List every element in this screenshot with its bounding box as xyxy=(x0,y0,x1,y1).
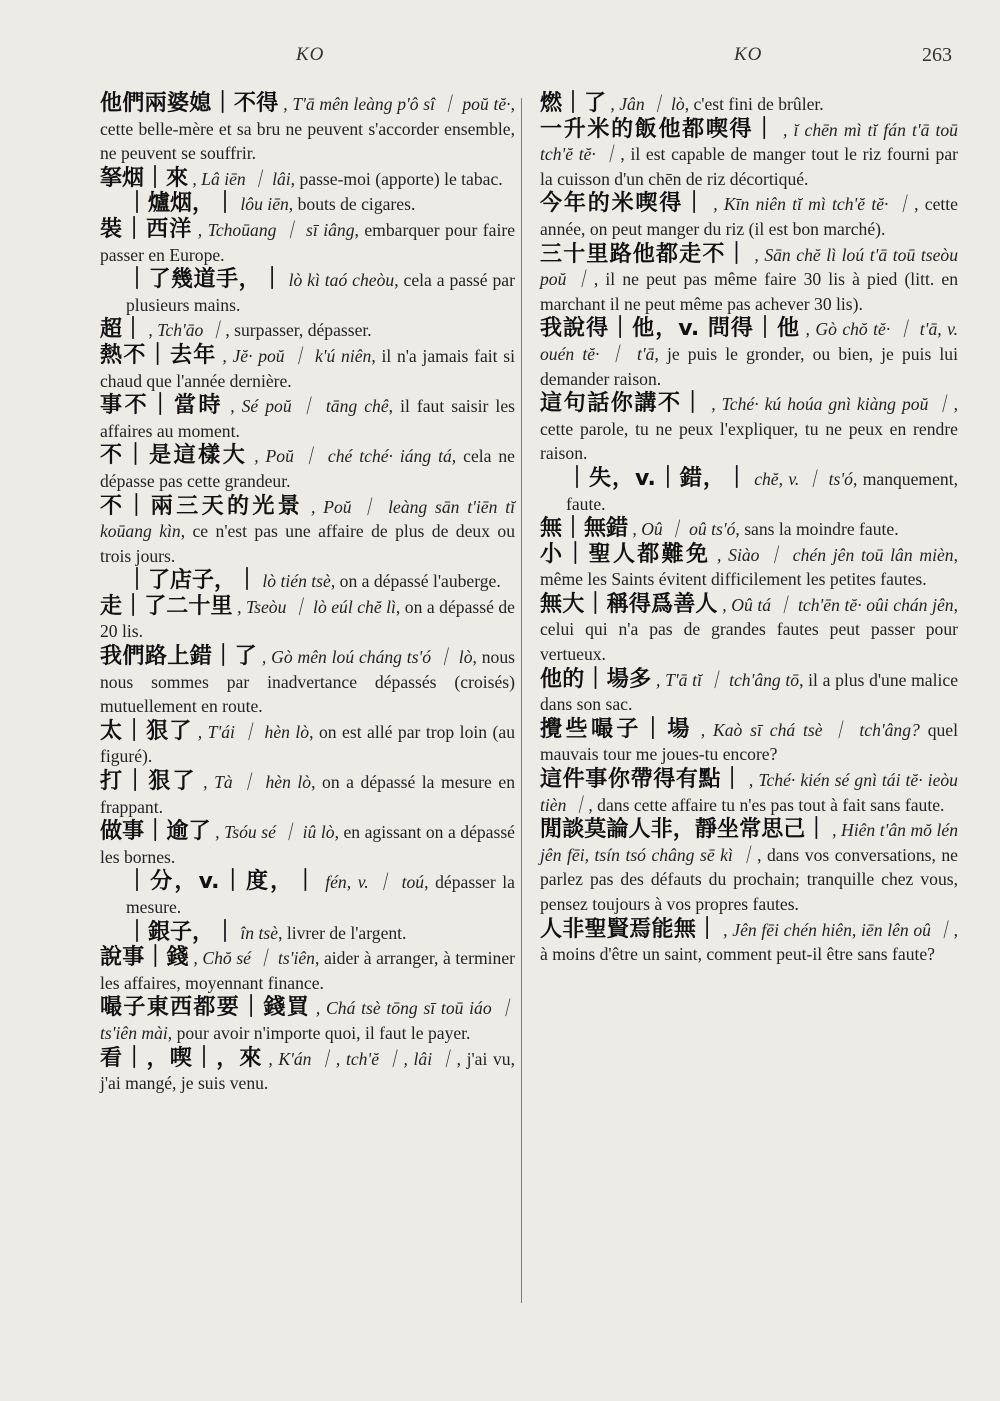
entry-definition: , nous nous sommes par inadvertance dépassés (croisés) mutuellement en route. xyxy=(100,647,515,717)
dictionary-entry xyxy=(540,243,958,317)
entry-romanization: lò tién tsè xyxy=(262,571,331,592)
dictionary-entry xyxy=(100,218,515,267)
entry-romanization: , Lâ iēn ｜ lâi xyxy=(192,168,291,189)
entry-definition: , cette année, on peut manger du riz (il est bon marché). xyxy=(540,194,958,239)
right-column xyxy=(540,92,958,968)
entry-chinese: 燃｜了 xyxy=(540,91,607,116)
entry-chinese: ｜分，v.｜度，｜ xyxy=(126,869,319,895)
entry-definition: , cela a passé par plusieurs mains. xyxy=(126,270,515,315)
entry-chinese: 一升米的飯他都喫得｜ xyxy=(540,116,777,142)
entry-chinese: 做事｜逾了 xyxy=(100,819,211,845)
dictionary-entry xyxy=(100,1047,515,1096)
entry-definition: , embarquer pour faire passer en Europe. xyxy=(100,219,515,265)
entry-definition: , bouts de cigares. xyxy=(288,194,416,215)
entry-chinese: 走｜了二十里 xyxy=(100,593,233,619)
entry-romanization: lôu iēn xyxy=(240,194,289,215)
entry-chinese: ｜了店子，｜ xyxy=(126,568,259,594)
entry-romanization: , Kīn niên tĭ mì tch'ĕ tĕ· ｜ xyxy=(713,194,915,215)
dictionary-entry xyxy=(540,517,958,542)
entry-chinese: 攪些嘬子｜場 xyxy=(540,716,693,742)
entry-romanization: , Tsóu sé ｜ iû lò xyxy=(215,822,335,843)
entry-definition: , je puis le gronder, ou bien, je puis lui demander raison. xyxy=(540,343,958,389)
entry-definition: , il ne peut pas même faire 30 lis à pied (litt. en marchant il ne peut même pas achever 30 lis). xyxy=(540,269,959,314)
dictionary-entry xyxy=(100,720,515,769)
entry-definition: quel mauvais tour me joues-tu encore? xyxy=(540,719,958,765)
dictionary-entry xyxy=(540,92,958,117)
entry-definition: , il faut saisir les affaires au moment. xyxy=(100,396,515,441)
entry-romanization: , Sé poŭ ｜ tāng chê xyxy=(230,396,389,417)
entry-romanization: , Poŭ ｜ leàng sān t'iēn tĭ koūang kìn xyxy=(100,496,515,542)
running-head-left: KO xyxy=(296,44,325,65)
entry-romanization: lò kì taó cheòu xyxy=(288,270,395,291)
dictionary-entry xyxy=(100,495,515,569)
entry-definition: , on a dépassé de 20 lis. xyxy=(100,596,515,642)
entry-chinese: 我們路上錯｜了 xyxy=(100,644,258,670)
dictionary-entry xyxy=(100,92,515,166)
entry-chinese: 閒談莫論人非，靜坐常思己｜ xyxy=(540,817,828,843)
entry-definition: , passe-moi (apporte) le tabac. xyxy=(290,168,503,189)
entry-romanization: , T'ā tĭ ｜ tch'âng tō xyxy=(656,669,800,690)
entry-romanization: , Gò mên loú cháng ts'ó ｜ lò xyxy=(261,647,473,668)
dictionary-entry xyxy=(100,770,515,819)
entry-definition: , on a dépassé l'auberge. xyxy=(330,571,501,592)
entry-definition: , on a dépassé la mesure en frappant. xyxy=(100,772,515,817)
entry-romanization: fén, v. ｜ toú xyxy=(325,872,425,893)
entry-romanization: , Oû tá ｜ tch'ēn tĕ· oûi chán jên xyxy=(722,594,954,615)
entry-romanization: , Gò chŏ tĕ· ｜ t'ā, v. ouén tĕ· ｜ t'ā xyxy=(540,319,958,364)
entry-romanization: , Tseòu ｜ lò eúl chĕ lì xyxy=(237,596,396,617)
entry-romanization: , K'án ｜, tch'ĕ ｜, lâi ｜ xyxy=(268,1048,457,1069)
entry-romanization: , Tché· kién sé gnì tái tĕ· ieòu tièn ｜ xyxy=(540,770,958,815)
entry-chinese: 看｜，喫｜，來 xyxy=(100,1045,263,1071)
entry-chinese: 熱不｜去年 xyxy=(100,342,217,368)
entry-chinese: 事不｜當時 xyxy=(100,393,224,419)
dictionary-entry xyxy=(540,668,958,717)
entry-definition: , cette parole, tu ne peux l'expliquer, tu ne peux en rendre raison. xyxy=(540,394,958,464)
entry-definition: , dans vos conversations, ne parlez pas des défauts du prochain; tranquille chez vous, pensez toujours à vos propres fautes. xyxy=(540,844,958,914)
entry-chinese: 今年的米喫得｜ xyxy=(540,191,707,217)
entry-romanization: , Jân ｜ lò xyxy=(610,94,685,114)
entry-definition: , il n'a jamais fait si chaud que l'année dernière. xyxy=(100,345,515,391)
entry-romanization: , Tchoūang ｜ sī iâng xyxy=(197,219,355,240)
entry-definition: , pour avoir n'importe quoi, il faut le payer. xyxy=(167,1022,471,1043)
entry-chinese: 不｜是這樣大 xyxy=(100,443,248,469)
entry-chinese: 裝｜西洋 xyxy=(100,216,193,242)
left-column xyxy=(100,92,515,1097)
entry-definition: , en agissant on a dépassé les bornes. xyxy=(100,822,515,867)
entry-romanization: , Siào ｜ chén jên toū lân mièn xyxy=(717,544,954,565)
entry-romanization: , Tché· kú hoúa gnì kiàng poŭ ｜ xyxy=(711,394,954,415)
dictionary-entry xyxy=(100,595,515,644)
dictionary-entry xyxy=(100,192,515,217)
entry-romanization: , Oû ｜ oû ts'ó xyxy=(632,519,736,540)
dictionary-entry xyxy=(100,344,515,393)
dictionary-entry xyxy=(100,318,515,343)
entry-romanization: , ĭ chēn mì tĭ fán t'ā toū tch'ĕ tĕ· ｜ xyxy=(540,119,958,165)
entry-romanization: , Tch'āo ｜ xyxy=(148,320,226,341)
entry-chinese: 嘬子東西都要｜錢買 xyxy=(100,995,311,1021)
dictionary-entry xyxy=(540,918,958,967)
dictionary-entry xyxy=(100,946,515,995)
entry-chinese: 超｜ xyxy=(100,317,145,343)
dictionary-entry xyxy=(540,818,958,916)
dictionary-entry xyxy=(540,192,958,241)
dictionary-entry xyxy=(100,268,515,317)
entry-chinese: ｜失，v.｜錯，｜ xyxy=(566,465,749,491)
entry-romanization: , Jên fēi chén hiên, iēn lên oû ｜ xyxy=(723,919,954,940)
entry-romanization: , Chŏ sé ｜ ts'iên xyxy=(193,948,315,969)
entry-chinese: 太｜狠了 xyxy=(100,718,193,744)
entry-definition: , livrer de l'argent. xyxy=(278,922,407,943)
entry-definition: , aider à arranger, à terminer les affaires, moyennant finance. xyxy=(100,948,515,993)
entry-definition: , manquement, faute. xyxy=(566,468,958,514)
entry-chinese: 說事｜錢 xyxy=(100,945,189,971)
entry-definition: , cette belle-mère et sa bru ne peuvent s'accorder ensemble, ne peuvent se souffrir. xyxy=(100,94,515,164)
entry-definition: , celui qui n'a pas de grandes fautes peut passer pour vertueux. xyxy=(540,594,958,665)
entry-definition: , on est allé par trop loin (au figuré). xyxy=(100,721,515,767)
entry-chinese: 這件事你帶得有點｜ xyxy=(540,767,744,793)
entry-chinese: 人非聖賢焉能無｜ xyxy=(540,916,719,942)
entry-romanization: , Poŭ ｜ ché tché· iáng tá xyxy=(254,446,452,467)
entry-romanization: , Chá tsè tōng sī toū iáo ｜ ts'iên mài xyxy=(100,998,515,1043)
dictionary-entry xyxy=(540,768,958,817)
entry-definition: , à moins d'être un saint, comment peut-il être sans faute? xyxy=(540,919,958,965)
entry-chinese: ｜爐烟，｜ xyxy=(126,191,237,217)
dictionary-entry xyxy=(540,593,958,667)
entry-chinese: ｜銀子，｜ xyxy=(126,919,237,945)
dictionary-entry xyxy=(540,118,958,192)
dictionary-entry xyxy=(540,543,958,592)
entry-definition: , j'ai vu, j'ai mangé, je suis venu. xyxy=(100,1048,515,1094)
entry-definition: , même les Saints évitent difficilement les petites fautes. xyxy=(540,544,958,590)
entry-definition: , dépasser la mesure. xyxy=(126,872,515,917)
entry-chinese: 小｜聖人都難免 xyxy=(540,541,711,567)
entry-romanization: , Jĕ· poŭ ｜ k'ú niên xyxy=(222,345,372,366)
dictionary-entry xyxy=(100,820,515,869)
entry-chinese: 他的｜場多 xyxy=(540,666,652,692)
dictionary-entry xyxy=(540,467,958,516)
entry-chinese: 他們兩婆媳｜不得 xyxy=(100,91,279,116)
entry-definition: , ce n'est pas une affaire de plus de deux ou trois jours. xyxy=(100,521,516,566)
dictionary-entry xyxy=(100,870,515,919)
entry-chinese: 拏烟｜來 xyxy=(100,165,189,191)
entry-definition: , il est capable de manger tout le riz fourni par la cuisson d'un chēn de riz décortiqué. xyxy=(540,144,958,189)
entry-definition: , il a plus d'une malice dans son sac. xyxy=(540,669,959,715)
entry-romanization: , T'ái ｜ hèn lò xyxy=(197,721,310,742)
entry-chinese: 我說得｜他，v. 問得｜他 xyxy=(540,316,801,342)
entry-romanization: , Tà ｜ hèn lò xyxy=(203,772,312,793)
entry-definition: , c'est fini de brûler. xyxy=(684,94,824,114)
entry-definition: , sans la moindre faute. xyxy=(735,519,899,540)
entry-chinese: 打｜狠了 xyxy=(100,769,197,795)
dictionary-entry xyxy=(540,718,958,767)
entry-romanization: chĕ, v. ｜ ts'ó xyxy=(754,468,853,489)
dictionary-entry xyxy=(100,394,515,443)
entry-definition: , dans cette affaire tu n'es pas tout à fait sans faute. xyxy=(588,794,945,815)
page-number: 263 xyxy=(922,44,952,66)
dictionary-entry xyxy=(100,167,515,192)
entry-definition: , surpasser, dépasser. xyxy=(225,320,372,341)
dictionary-entry xyxy=(540,392,958,466)
entry-chinese: 不｜兩三天的光景 xyxy=(100,493,304,519)
column-divider xyxy=(521,98,522,1303)
entry-chinese: 無大｜稱得爲善人 xyxy=(540,591,718,617)
entry-definition: , cela ne dépasse pas cette grandeur. xyxy=(100,446,515,491)
dictionary-entry xyxy=(100,444,515,493)
entry-romanization: , Kaò sī chá tsè ｜ tch'âng? xyxy=(700,719,920,740)
entry-romanization: în tsè xyxy=(240,922,279,943)
dictionary-entry xyxy=(540,317,958,391)
entry-chinese: ｜了幾道手，｜ xyxy=(126,267,284,293)
entry-chinese: 這句話你講不｜ xyxy=(540,391,706,417)
dictionary-entry xyxy=(100,569,515,594)
entry-chinese: 三十里路他都走不｜ xyxy=(540,241,749,267)
dictionary-entry xyxy=(100,996,515,1045)
entry-romanization: , Hiên t'ân mŏ lén jên fēi, tsín tsó châng sē kì ｜ xyxy=(540,820,958,865)
dictionary-entry xyxy=(100,645,515,719)
entry-chinese: 無｜無錯 xyxy=(540,516,629,542)
dictionary-entry xyxy=(100,921,515,946)
entry-romanization: , T'ā mên leàng p'ô sî ｜ poŭ tĕ· xyxy=(283,94,511,114)
entry-romanization: , Sān chĕ lì loú t'ā toū tseòu poŭ ｜ xyxy=(540,244,958,290)
running-head-right: KO xyxy=(734,44,763,65)
